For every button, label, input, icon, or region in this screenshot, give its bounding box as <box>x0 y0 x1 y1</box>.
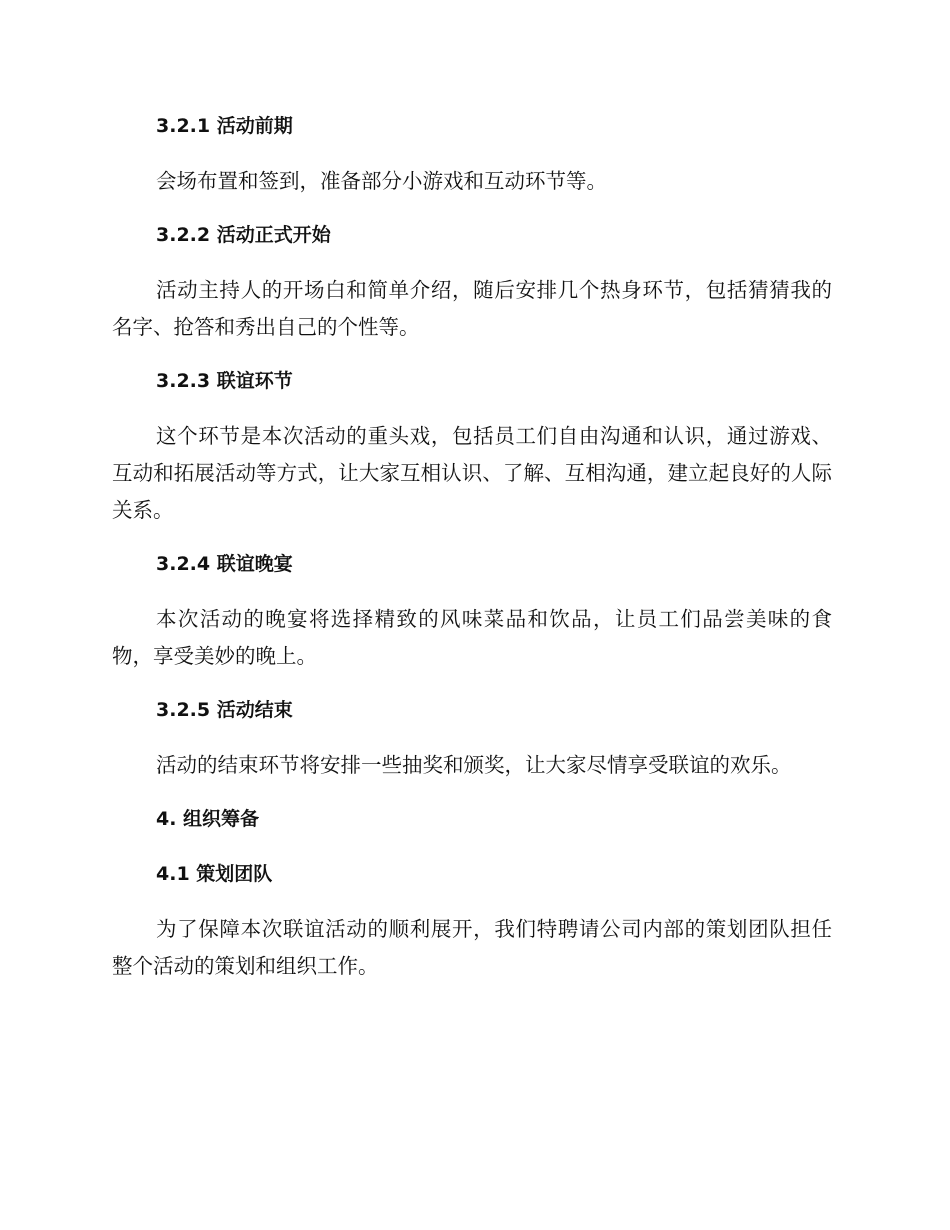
section-heading-3-2-4: 3.2.4 联谊晚宴 <box>156 553 293 575</box>
section-paragraph-3-2-2: 活动主持人的开场白和简单介绍，随后安排几个热身环节，包括猜猜我的名字、抢答和秀出自己的个性等。 <box>112 278 832 339</box>
section-heading-4-1: 4.1 策划团队 <box>156 863 273 885</box>
section-paragraph-3-2-5: 活动的结束环节将安排一些抽奖和颁奖，让大家尽情享受联谊的欢乐。 <box>156 753 792 777</box>
section-paragraph-3-2-1: 会场布置和签到，准备部分小游戏和互动环节等。 <box>156 169 607 193</box>
section-paragraph-3-2-3: 这个环节是本次活动的重头戏，包括员工们自由沟通和认识，通过游戏、互动和拓展活动等方式，让大家互相认识、了解、互相沟通，建立起良好的人际关系。 <box>112 424 832 522</box>
section-heading-4: 4. 组织筹备 <box>156 808 260 830</box>
section-paragraph-4-1: 为了保障本次联谊活动的顺利展开，我们特聘请公司内部的策划团队担任整个活动的策划和组织工作。 <box>112 917 832 978</box>
section-heading-3-2-5: 3.2.5 活动结束 <box>156 699 293 721</box>
document-page <box>112 108 832 985</box>
section-heading-3-2-2: 3.2.2 活动正式开始 <box>156 224 331 246</box>
section-paragraph-3-2-4: 本次活动的晚宴将选择精致的风味菜品和饮品，让员工们品尝美味的食物，享受美妙的晚上。 <box>112 607 832 668</box>
section-heading-3-2-3: 3.2.3 联谊环节 <box>156 370 293 392</box>
section-heading-3-2-1: 3.2.1 活动前期 <box>156 115 293 137</box>
